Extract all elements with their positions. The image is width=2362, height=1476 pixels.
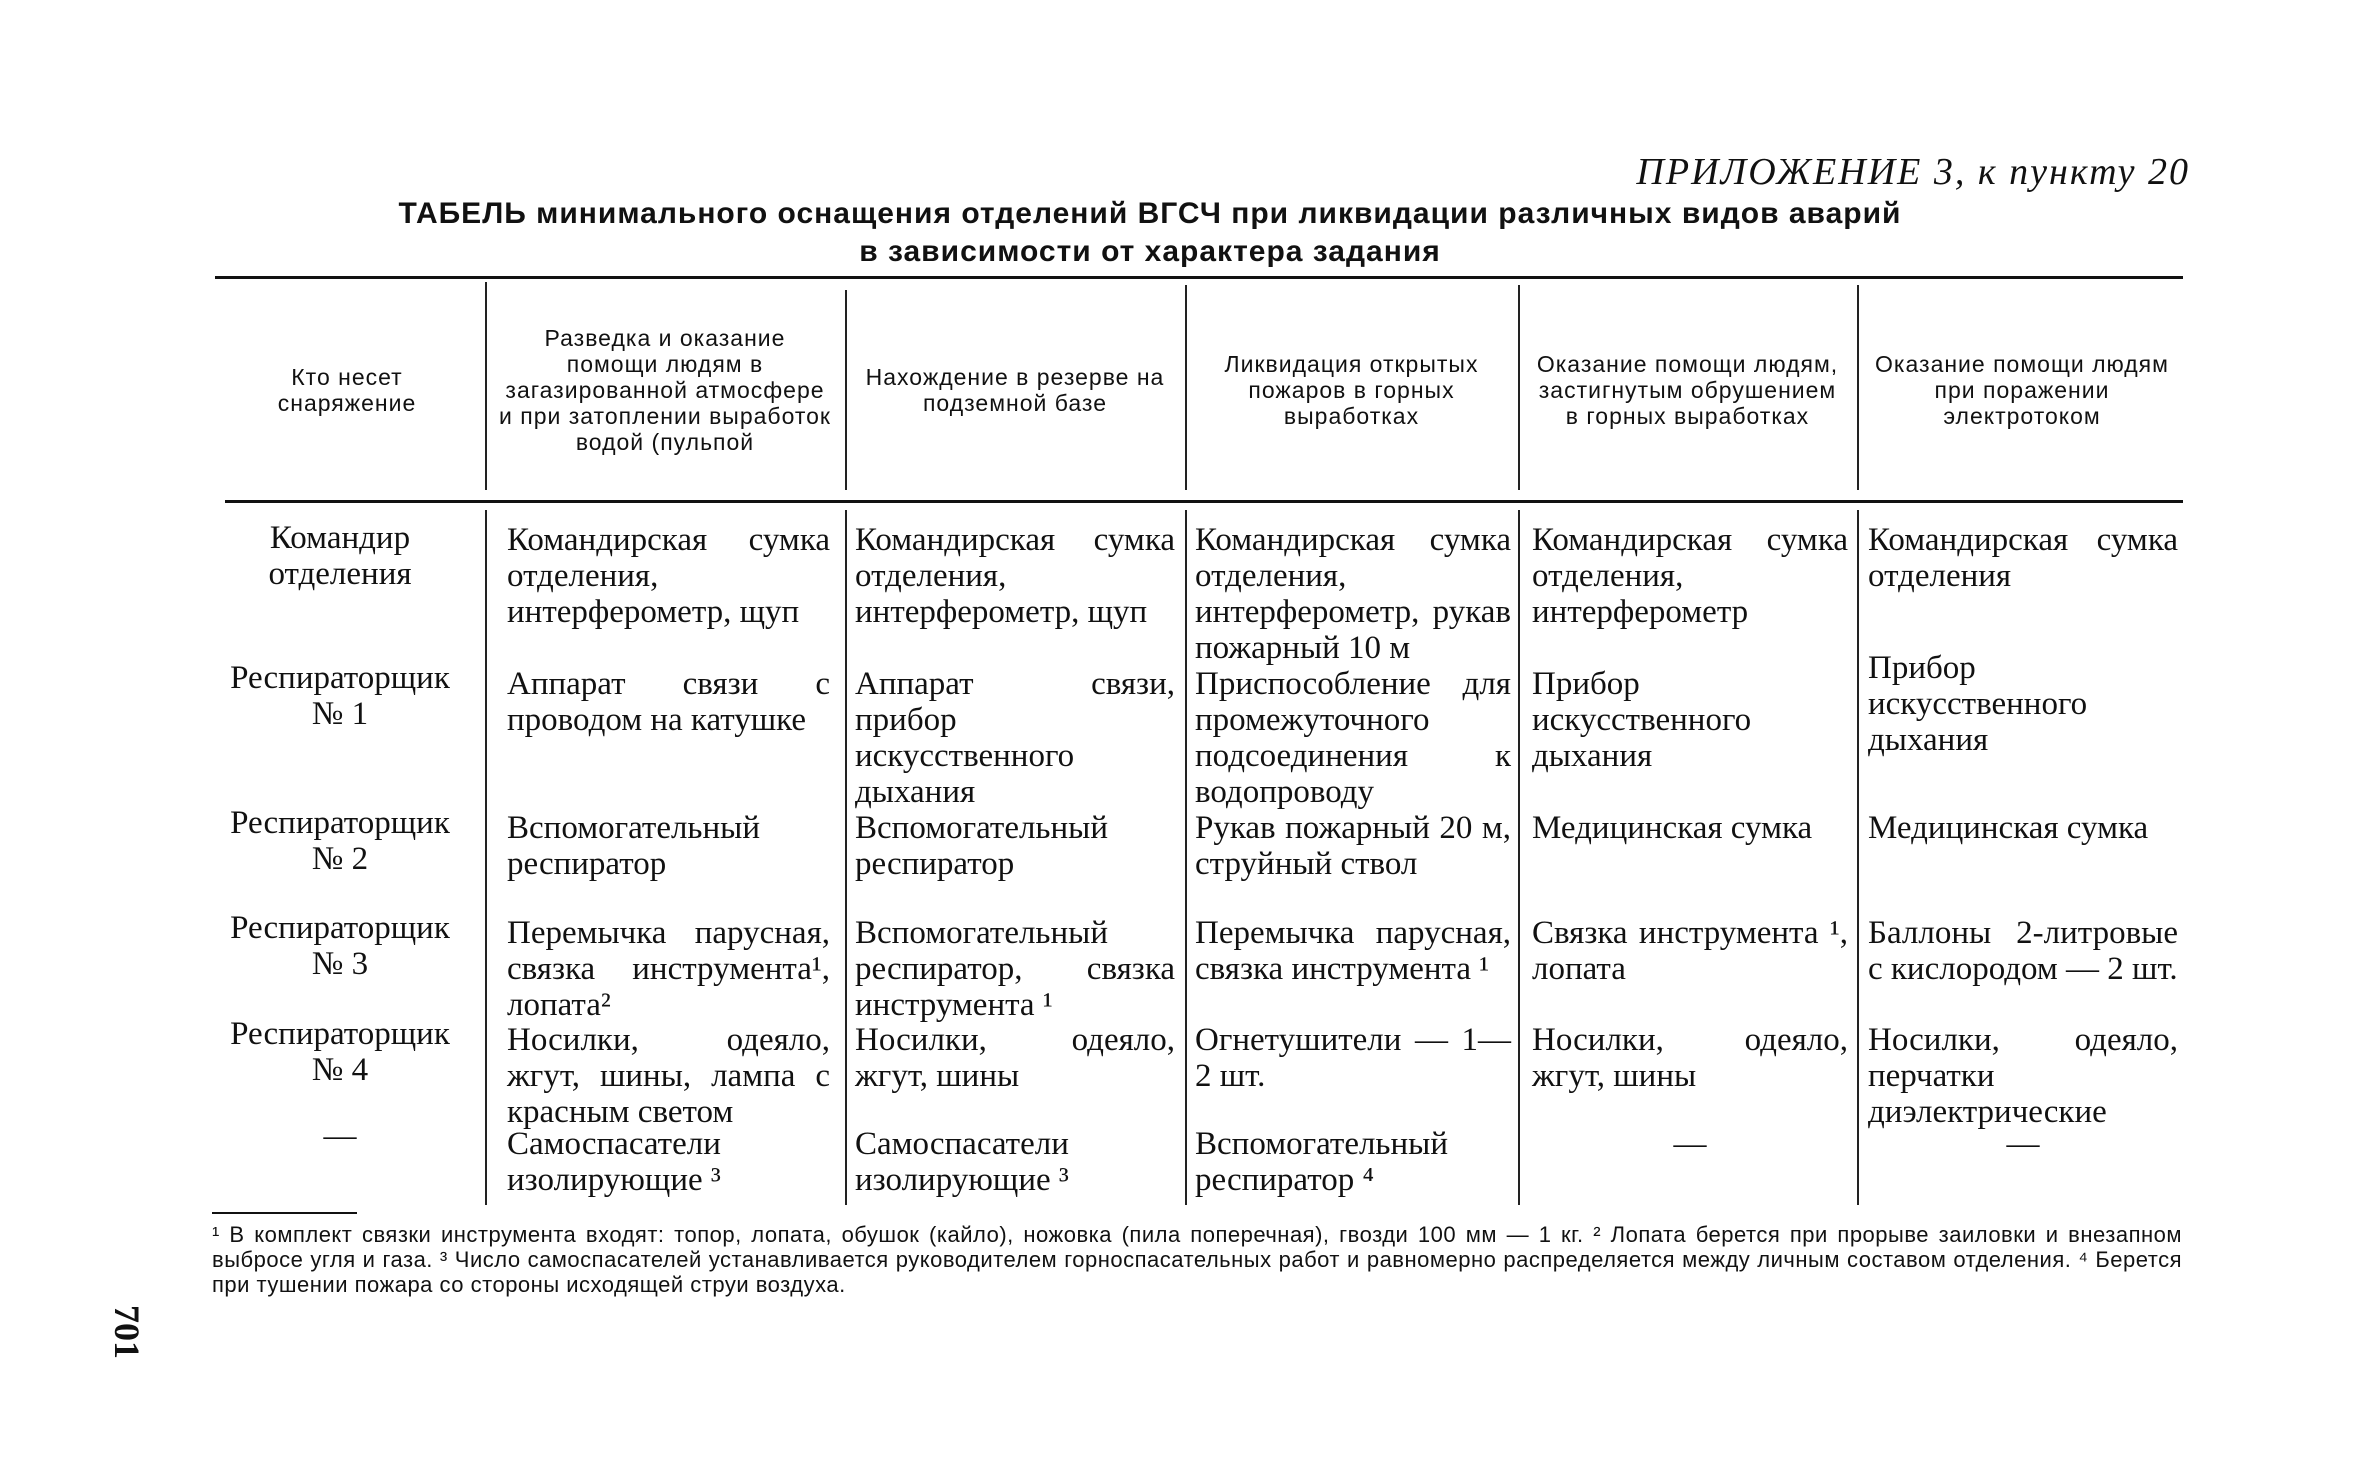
row-1-who: Командир отделения: [268, 520, 412, 592]
header-who: Кто несет снаряжение: [277, 364, 417, 416]
row-3-who: Респираторщик № 2: [230, 805, 450, 877]
row-2-who: Респираторщик № 1: [230, 660, 450, 732]
column-divider: [485, 510, 487, 1205]
column-divider: [485, 282, 487, 490]
row-2-col-2: Аппарат связи, прибор искусственного дыхания: [855, 666, 1175, 810]
row-1-col-5: Командирская сумка отделения: [1868, 522, 2178, 594]
title-line-2: в зависимости от характера задания: [859, 235, 1441, 268]
row-5-col-2: Носилки, одеяло, жгут, шины: [855, 1022, 1175, 1094]
row-1-col-4: Командирская сумка отделения, интерферометр: [1532, 522, 1848, 630]
row-3-col-4: Медицинская сумка: [1532, 810, 1813, 846]
row-2-col-4: Прибор искусственного дыхания: [1532, 666, 1752, 774]
appendix-reference: ПРИЛОЖЕНИЕ 3, к пункту 20: [1636, 151, 2190, 193]
row-1-col-1: Командирская сумка отделения, интерферометр, щуп: [507, 522, 830, 630]
top-rule: [215, 276, 2183, 279]
row-6-col-1: Самоспасатели изолирующие ³: [507, 1126, 721, 1198]
row-5-col-3: Огнетушители — 1—2 шт.: [1195, 1022, 1511, 1094]
footnote-rule: [212, 1212, 357, 1214]
row-6-col-3: Вспомогательный респиратор ⁴: [1195, 1126, 1448, 1198]
row-3-col-3: Рукав пожарный 20 м, струйный ствол: [1195, 810, 1511, 882]
table-title: [300, 195, 2000, 271]
column-divider: [1185, 285, 1187, 490]
row-6-col-4: —: [1673, 1126, 1707, 1162]
row-2-col-3: Приспособление для промежуточного подсоединения к водопроводу: [1195, 666, 1511, 810]
row-4-col-1: Перемычка парусная, связка инструмента¹, лопата²: [507, 915, 830, 1023]
row-1-col-2: Командирская сумка отделения, интерферометр, щуп: [855, 522, 1175, 630]
row-4-who: Респираторщик № 3: [230, 910, 450, 982]
page-number: 701: [107, 1305, 147, 1359]
row-3-col-5: Медицинская сумка: [1868, 810, 2149, 846]
header-collapse: Оказание помощи людям, застигнутым обрушением в горных выработках: [1536, 351, 1839, 429]
row-4-col-3: Перемычка парусная, связка инструмента ¹: [1195, 915, 1511, 987]
row-5-col-1: Носилки, одеяло, жгут, шины, лампа с красным светом: [507, 1022, 830, 1130]
row-2-col-5: Прибор искусственного дыхания: [1868, 650, 2088, 758]
row-5-col-4: Носилки, одеяло, жгут, шины: [1532, 1022, 1848, 1094]
header-reserve: Нахождение в резерве на подземной базе: [865, 364, 1165, 416]
footnotes: ¹ В комплект связки инструмента входят: топор, лопата, обушок (кайло), ножовка (пила поперечная), гвозди 100 мм — 1 кг. ² Лопата берется при прорыве заиловки и внезапном выбросе угля и газа. ³ Число самоспасателей устанавливается руководителем горноспасательных работ и равномерно распределяется между личным составом отделения. ⁴ Берется при тушении пожара со стороны исходящей струи воздуха.: [212, 1222, 2182, 1297]
column-divider: [845, 290, 847, 490]
header-electric: Оказание помощи людям при поражении электротоком: [1875, 351, 2169, 429]
row-2-col-1: Аппарат связи с проводом на катушке: [507, 666, 830, 738]
row-6-col-5: —: [2006, 1126, 2040, 1162]
header-fire: Ликвидация открытых пожаров в горных выработках: [1224, 351, 1479, 429]
row-1-col-3: Командирская сумка отделения, интерферометр, рукав пожарный 10 м: [1195, 522, 1511, 666]
row-4-col-2: Вспомогательный респиратор, связка инструмента ¹: [855, 915, 1175, 1023]
row-5-col-5: Носилки, одеяло, перчатки диэлектрические: [1868, 1022, 2178, 1130]
column-divider: [1857, 510, 1859, 1205]
column-divider: [1857, 285, 1859, 490]
title-line-1: ТАБЕЛЬ минимального оснащения отделений ВГСЧ при ликвидации различных видов аварий: [398, 197, 1902, 230]
column-divider: [845, 510, 847, 1205]
row-4-col-5: Баллоны 2-литровые с кислородом — 2 шт.: [1868, 915, 2178, 987]
column-divider: [1185, 510, 1187, 1205]
row-3-col-1: Вспомогательный респиратор: [507, 810, 760, 882]
row-5-who: Респираторщик № 4: [230, 1016, 450, 1088]
header-bottom-rule: [225, 500, 2183, 503]
column-divider: [1518, 285, 1520, 490]
row-3-col-2: Вспомогательный респиратор: [855, 810, 1108, 882]
header-reconnaissance: Разведка и оказание помощи людям в загазированной атмосфере и при затоплении выработок водой (пульпой: [499, 325, 831, 455]
row-6-who: —: [323, 1118, 357, 1154]
row-4-col-4: Связка инструмента ¹, лопата: [1532, 915, 1848, 987]
column-divider: [1518, 510, 1520, 1205]
row-6-col-2: Самоспасатели изолирующие ³: [855, 1126, 1069, 1198]
